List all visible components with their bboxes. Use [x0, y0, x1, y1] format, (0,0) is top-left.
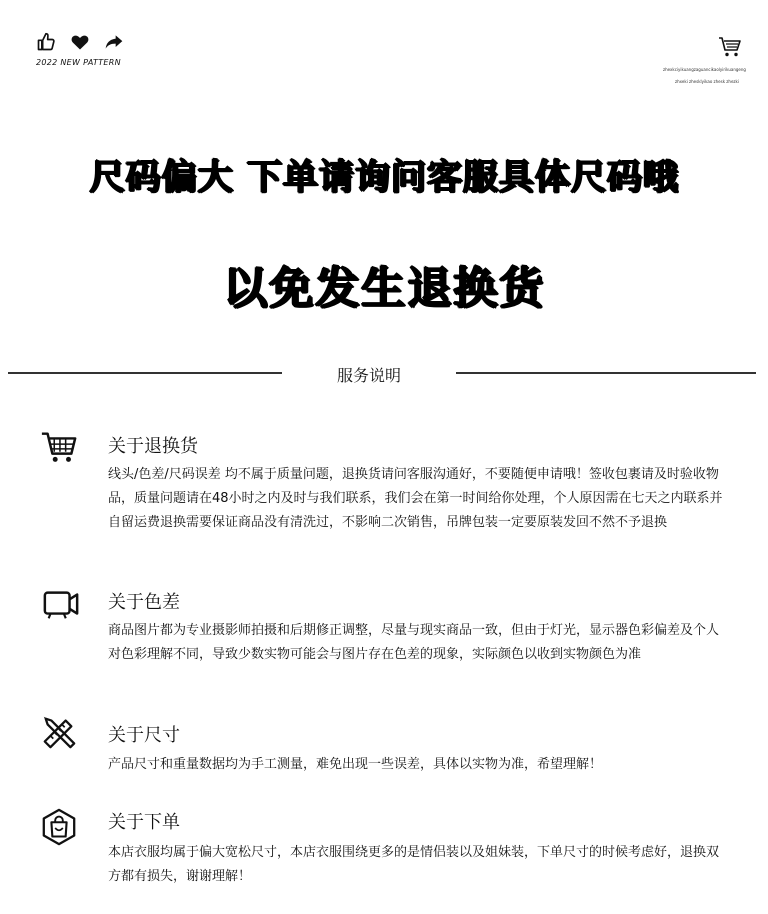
- item-title-order: 关于下单: [108, 812, 180, 833]
- camera-icon: [42, 586, 80, 624]
- divider-right: [456, 372, 756, 374]
- item-title-color: 关于色差: [108, 592, 180, 613]
- item-body-color: 商品图片都为专业摄影师拍摄和后期修正调整，尽量与现实商品一致，但由于灯光，显示器色彩偏差及个人对色彩理解不同，导致少数实物可能会与图片存在色差的现象，实际颜色以收到实物颜色为准: [108, 623, 720, 662]
- tiny-caption-2: zhxeki zhesklyikao zhesk zhezki: [675, 79, 739, 84]
- brand-caption: 2022 NEW PATTERN: [36, 58, 121, 67]
- item-body-order: 本店衣服均属于偏大宽松尺寸，本店衣服围绕更多的是情侣装以及姐妹装，下单尺寸的时候考虑好，退换双方都有损失，谢谢理解！: [108, 845, 720, 884]
- thumbs-up-icon: [36, 32, 56, 52]
- heart-icon: [70, 32, 90, 52]
- headline-size-notice: 尺码偏大 下单请询问客服具体尺码哦: [89, 158, 679, 198]
- item-title-size: 关于尺寸: [108, 725, 180, 746]
- headline-avoid-returns: 以免发生退换货: [223, 263, 545, 314]
- tiny-caption-1: zhexkciyikuangzaguancikaolyirikuangeng: [663, 67, 746, 72]
- shopping-cart-icon: [40, 428, 78, 466]
- section-title: 服务说明: [336, 366, 401, 385]
- top-icon-row: [36, 32, 124, 52]
- ruler-pencil-icon: [40, 713, 78, 751]
- item-body-size: 产品尺寸和重量数据均为手工测量，难免出现一些误差，具体以实物为准，希望理解！: [108, 757, 603, 772]
- divider-left: [8, 372, 282, 374]
- shopping-bag-icon: [40, 808, 78, 846]
- item-title-returns: 关于退换货: [108, 436, 198, 457]
- share-arrow-icon: [104, 32, 124, 52]
- shopping-cart-icon: [718, 36, 742, 58]
- item-body-returns: 线头/色差/尺码误差 均不属于质量问题，退换货请问客服沟通好，不要随便申请哦！签收包裹请及时验收物品，质量问题请在48小时之内及时与我们联系，我们会在第一时间给你处理，个人原因需在七天之内联系并自留运费退换需要保证商品没有清洗过，不影响二次销售，吊牌包装一定要原装发回不然不予退换: [108, 467, 723, 530]
